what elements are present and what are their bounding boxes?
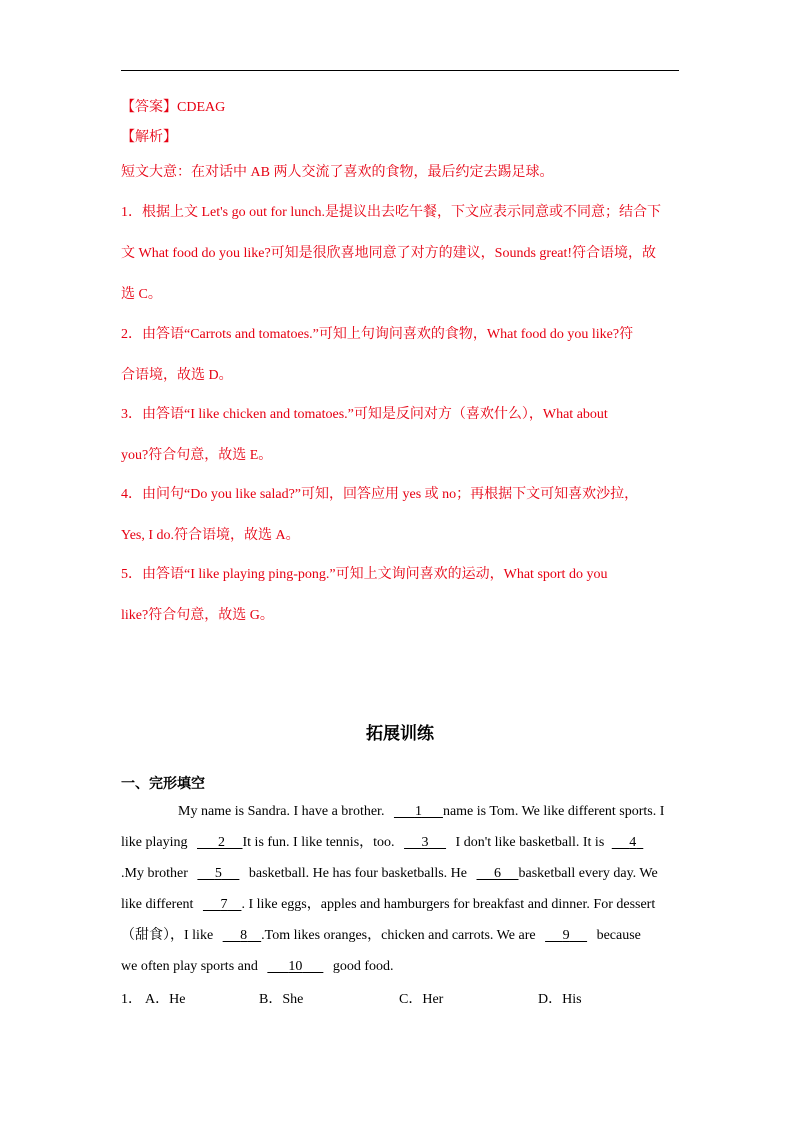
choice-c[interactable]: C．Her: [399, 992, 444, 1007]
analysis-line: Yes, I do.符合语境，故选 A。: [121, 528, 300, 543]
blank-8[interactable]: 8: [240, 928, 248, 943]
choice-d[interactable]: D．His: [538, 992, 582, 1007]
choice-b[interactable]: B．She: [259, 992, 304, 1007]
analysis-line: 2．由答语“Carrots and tomatoes.”可知上句询问喜欢的食物，What food do you like?符: [121, 327, 634, 342]
passage-line: we often play sports and 10 good food.: [121, 959, 394, 974]
question-1-number: 1．: [121, 992, 142, 1007]
answer-label: 【答案】CDEAG: [121, 100, 226, 115]
analysis-line: 1．根据上文 Let's go out for lunch.是提议出去吃午餐，下文应表示同意或不同意；结合下: [121, 205, 661, 220]
analysis-line: 5．由答语“I like playing ping-pong.”可知上文询问喜欢的运动，What sport do you: [121, 567, 608, 582]
blank-9[interactable]: 9: [562, 928, 570, 943]
analysis-line: 4．由问句“Do you like salad?”可知，回答应用 yes 或 no；再根据下文可知喜欢沙拉，: [121, 487, 639, 502]
section-title: 拓展训练: [366, 724, 434, 744]
analysis-label: 【解析】: [121, 130, 177, 145]
blank-2[interactable]: 2: [218, 835, 225, 850]
choice-a[interactable]: A．He: [145, 992, 186, 1007]
analysis-line: 文 What food do you like?可知是很欣喜地同意了对方的建议，Sounds great!符合语境，故: [121, 246, 657, 261]
blank-6[interactable]: 6: [494, 866, 501, 881]
analysis-line: 3．由答语“I like chicken and tomatoes.”可知是反问对方（喜欢什么），What about: [121, 407, 608, 422]
passage-line: .My brother 5 basketball. He has four basketballs. He 6 basketball every day. We: [121, 866, 658, 881]
passage-line: like playing 2 It is fun. I like tennis，too. 3 I don't like basketball. It is 4: [121, 834, 643, 852]
analysis-line: you?符合句意，故选 E。: [121, 448, 273, 463]
analysis-line: like?符合句意，故选 G。: [121, 608, 274, 623]
blank-1[interactable]: 1: [414, 804, 422, 819]
passage-line: My name is Sandra. I have a brother. 1 name is Tom. We like different sports. I: [178, 804, 665, 819]
blank-4[interactable]: 4: [629, 835, 637, 850]
header-rule: [121, 70, 679, 71]
analysis-line: 选 C。: [121, 287, 162, 302]
analysis-line: 短文大意：在对话中 AB 两人交流了喜欢的食物，最后约定去踢足球。: [121, 165, 554, 180]
subsection-title: 一、完形填空: [121, 776, 205, 792]
passage-line: （甜食），I like 8 .Tom likes oranges，chicken and carrots. We are 9 because: [121, 928, 641, 943]
analysis-line: 合语境，故选 D。: [121, 368, 233, 383]
blank-7[interactable]: 7: [220, 897, 228, 912]
passage-line: like different 7 . I like eggs，apples and hamburgers for breakfast and dinner. For dessert: [121, 897, 656, 912]
blank-5[interactable]: 5: [214, 866, 222, 881]
blank-3[interactable]: 3: [421, 835, 429, 850]
blank-10[interactable]: 10: [288, 959, 303, 974]
